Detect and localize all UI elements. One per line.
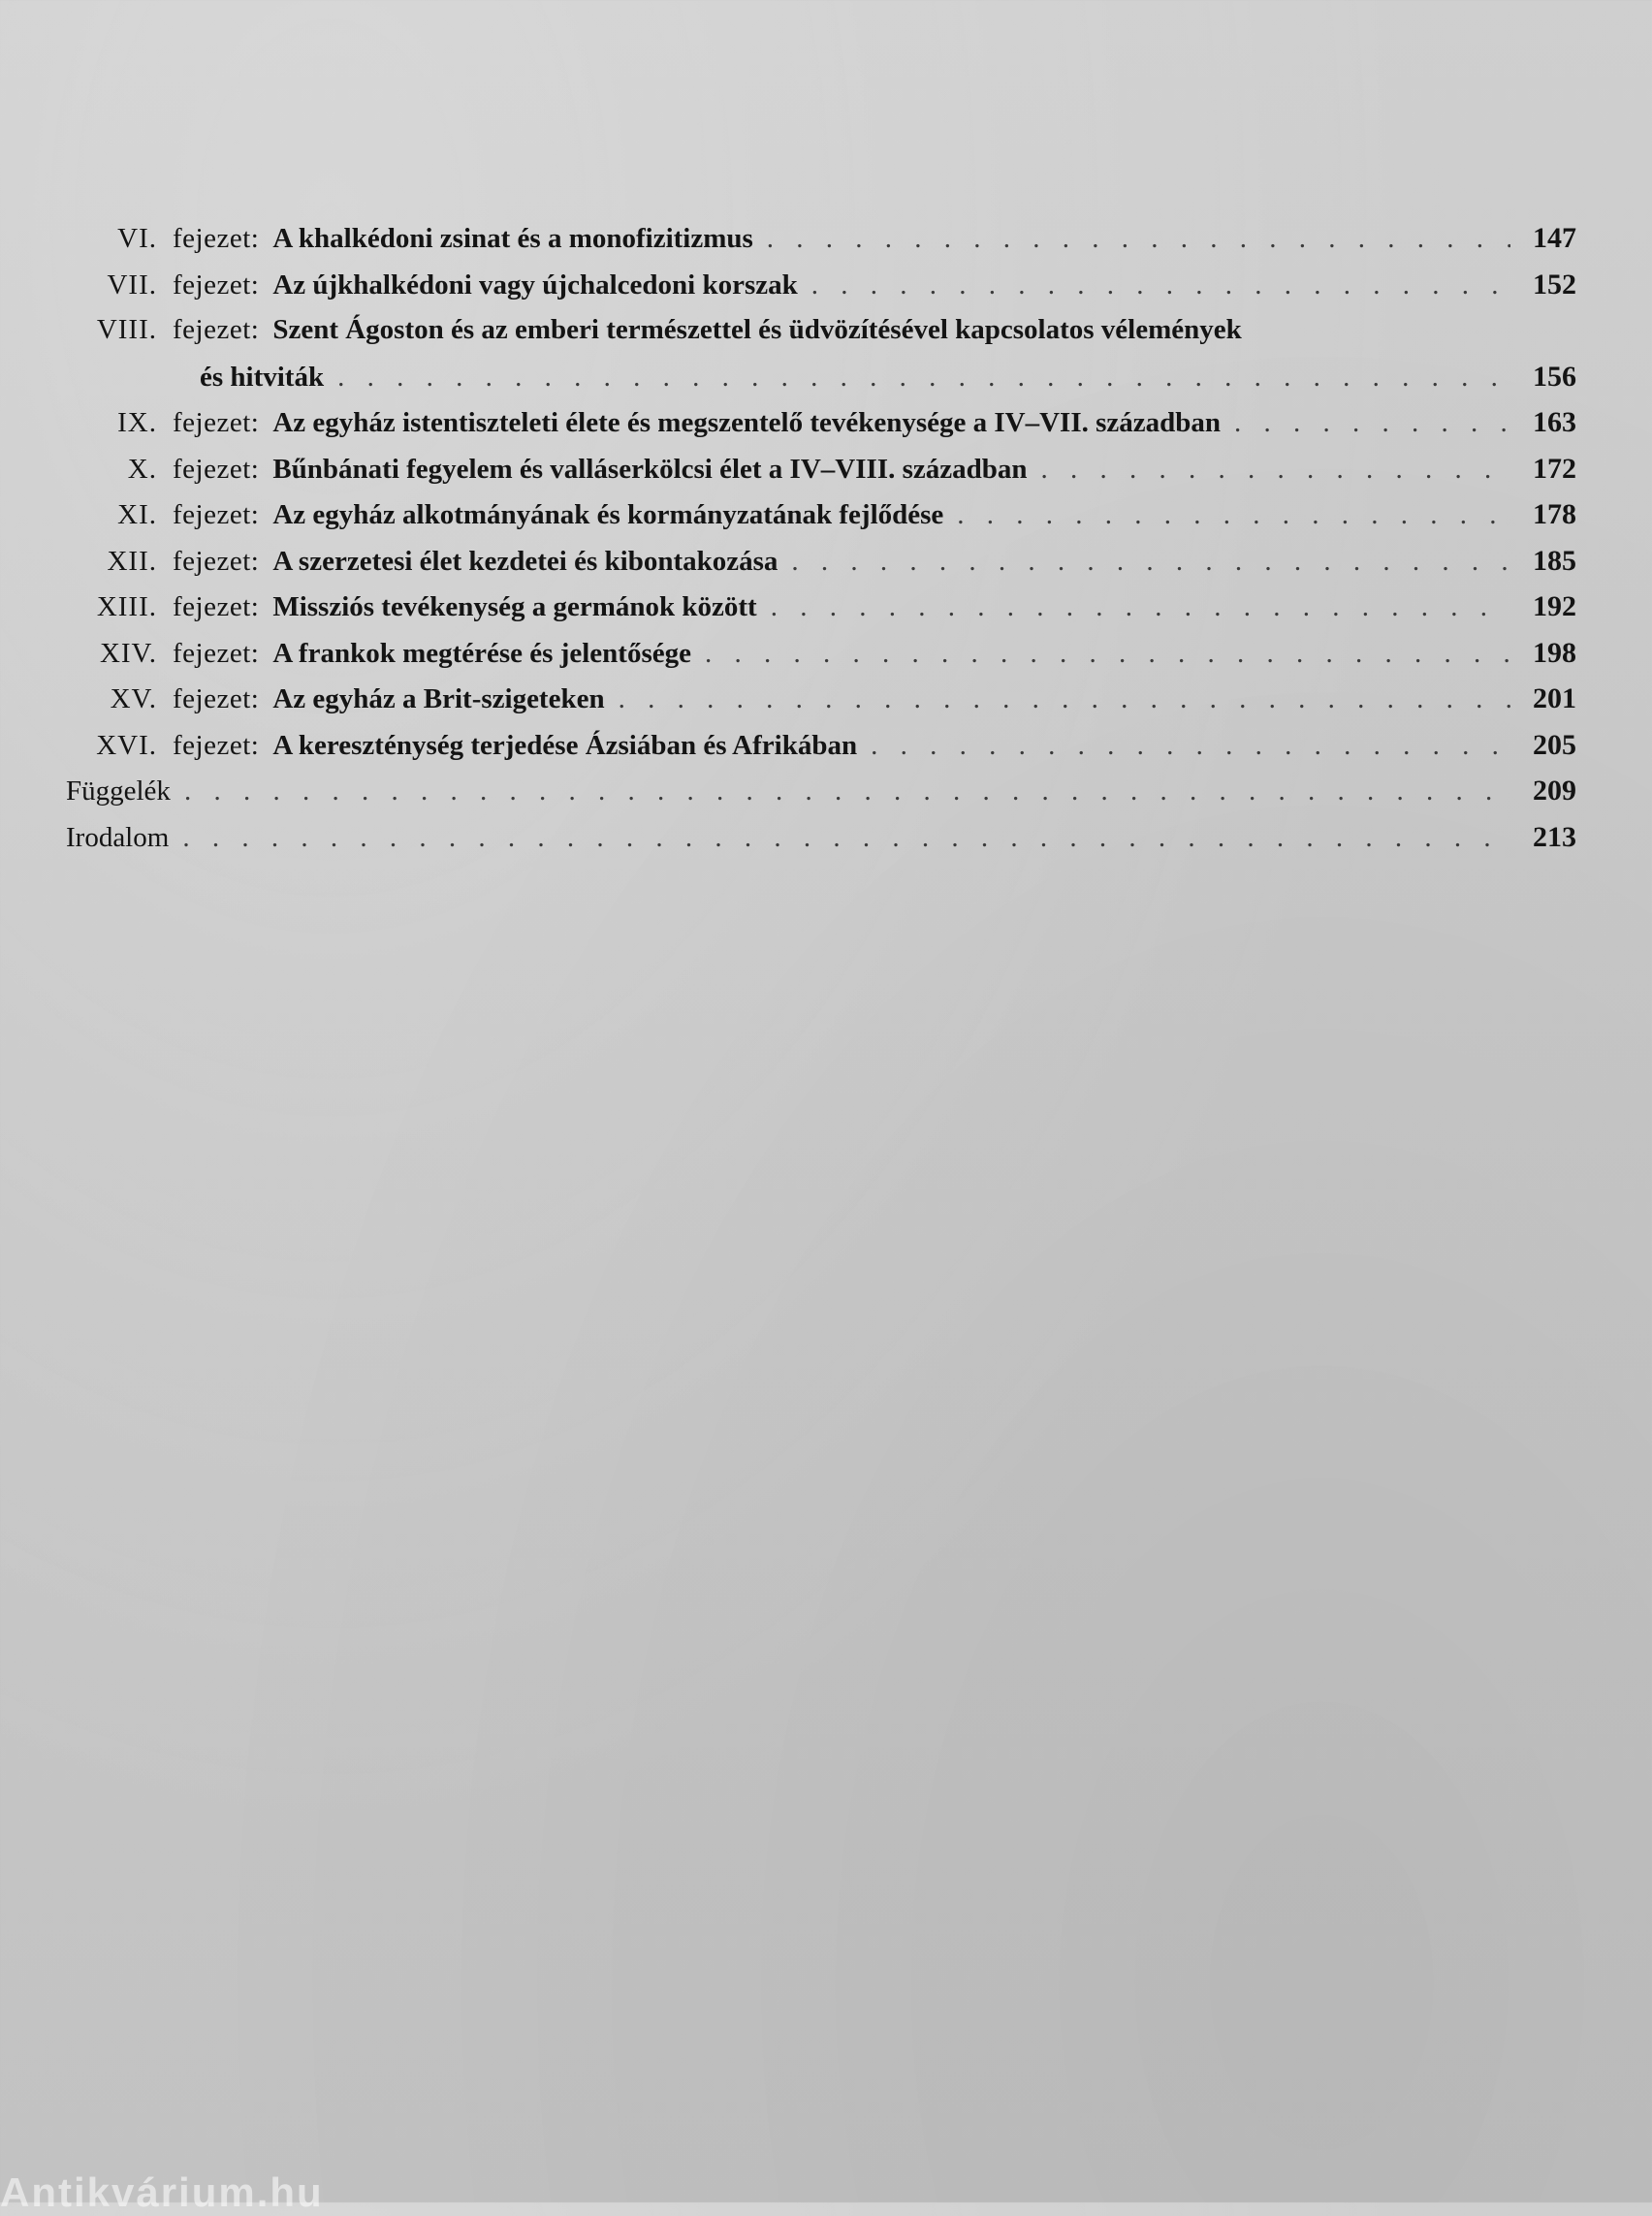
page-number: 198 — [1533, 636, 1576, 669]
page-number: 156 — [1533, 360, 1576, 393]
chapter-number: VII. — [107, 269, 157, 301]
page-number: 201 — [1533, 682, 1576, 714]
chapter-title: A frankok megtérése és jelentősége — [272, 637, 691, 669]
dot-leader — [337, 355, 1510, 401]
dot-leader — [1041, 447, 1511, 493]
chapter-title: Bűnbánati fegyelem és valláserkölcsi élet a IV–VIII. században — [272, 453, 1028, 485]
toc-entry-x — [60, 446, 1576, 492]
toc-entry-xvi — [60, 722, 1576, 769]
chapter-number: VI. — [117, 223, 157, 254]
page-number: 172 — [1533, 452, 1576, 485]
chapter-number: XIII. — [96, 591, 157, 622]
chapter-word: fejezet: — [173, 637, 260, 669]
chapter-title: Missziós tevékenység a germánok között — [272, 591, 757, 622]
toc-entry-xii — [60, 538, 1576, 585]
dot-leader — [619, 677, 1510, 723]
chapter-word: fejezet: — [173, 407, 260, 438]
chapter-title: Az újkhalkédoni vagy újchalcedoni korszak — [272, 269, 798, 301]
table-of-contents — [60, 215, 1576, 860]
appendix-title: Függelék — [66, 776, 171, 807]
toc-entry-viii-continuation — [60, 354, 1576, 400]
page-number: 163 — [1533, 406, 1576, 438]
chapter-number: XII. — [107, 545, 157, 577]
dot-leader — [184, 769, 1510, 815]
dot-leader — [771, 585, 1510, 631]
page-number: 185 — [1533, 544, 1576, 577]
chapter-word: fejezet: — [173, 314, 260, 345]
bibliography-title: Irodalom — [66, 821, 170, 853]
chapter-word: fejezet: — [173, 269, 260, 301]
dot-leader — [1234, 400, 1510, 447]
page-number: 147 — [1533, 222, 1576, 254]
dot-leader — [811, 263, 1510, 309]
chapter-title: A khalkédoni zsinat és a monofizitizmus — [272, 223, 753, 254]
chapter-title: A kereszténység terjedése Ázsiában és Afrikában — [272, 729, 858, 761]
toc-entry-viii — [60, 307, 1576, 354]
chapter-number: VIII. — [96, 314, 157, 345]
dot-leader — [182, 815, 1510, 862]
dot-leader — [871, 723, 1510, 770]
toc-entry-fuggelek — [60, 768, 1576, 814]
watermark-logo: Antikvárium.hu — [0, 2169, 324, 2215]
toc-entry-xiv — [60, 630, 1576, 677]
chapter-number: XI. — [117, 499, 157, 530]
chapter-word: fejezet: — [173, 591, 260, 622]
chapter-number: XVI. — [96, 729, 157, 761]
chapter-number: XV. — [110, 683, 157, 714]
chapter-word: fejezet: — [173, 683, 260, 714]
chapter-title: Szent Ágoston és az emberi természettel és üdvözítésével kapcsolatos vélemények — [272, 314, 1242, 345]
toc-entry-vii — [60, 262, 1576, 308]
chapter-number: XIV. — [99, 637, 157, 669]
page-number: 152 — [1533, 268, 1576, 301]
chapter-word: fejezet: — [173, 729, 260, 761]
chapter-word: fejezet: — [173, 499, 260, 530]
dot-leader — [705, 631, 1510, 678]
toc-entry-vi — [60, 215, 1576, 262]
chapter-title: Az egyház a Brit-szigeteken — [272, 683, 605, 714]
page-number: 213 — [1533, 820, 1576, 853]
chapter-number: IX. — [117, 407, 157, 438]
page-number: 178 — [1533, 498, 1576, 530]
chapter-number: X. — [127, 453, 157, 485]
toc-entry-xi — [60, 491, 1576, 538]
toc-entry-xv — [60, 676, 1576, 722]
page-number: 192 — [1533, 590, 1576, 622]
dot-leader — [791, 539, 1510, 586]
chapter-title: A szerzetesi élet kezdetei és kibontakozása — [272, 545, 778, 577]
dot-leader — [767, 216, 1510, 263]
toc-entry-xiii — [60, 584, 1576, 630]
chapter-word: fejezet: — [173, 453, 260, 485]
chapter-word: fejezet: — [173, 545, 260, 577]
chapter-title: Az egyház istentiszteleti élete és megszentelő tevékenysége a IV–VII. században — [272, 407, 1222, 438]
toc-entry-ix — [60, 399, 1576, 446]
page-number: 205 — [1533, 728, 1576, 761]
chapter-title: Az egyház alkotmányának és kormányzatának fejlődése — [272, 499, 944, 530]
page-number: 209 — [1533, 775, 1576, 807]
chapter-title-continuation: és hitviták — [200, 361, 325, 393]
chapter-word: fejezet: — [173, 223, 260, 254]
dot-leader — [957, 492, 1510, 539]
toc-entry-irodalom — [60, 814, 1576, 861]
